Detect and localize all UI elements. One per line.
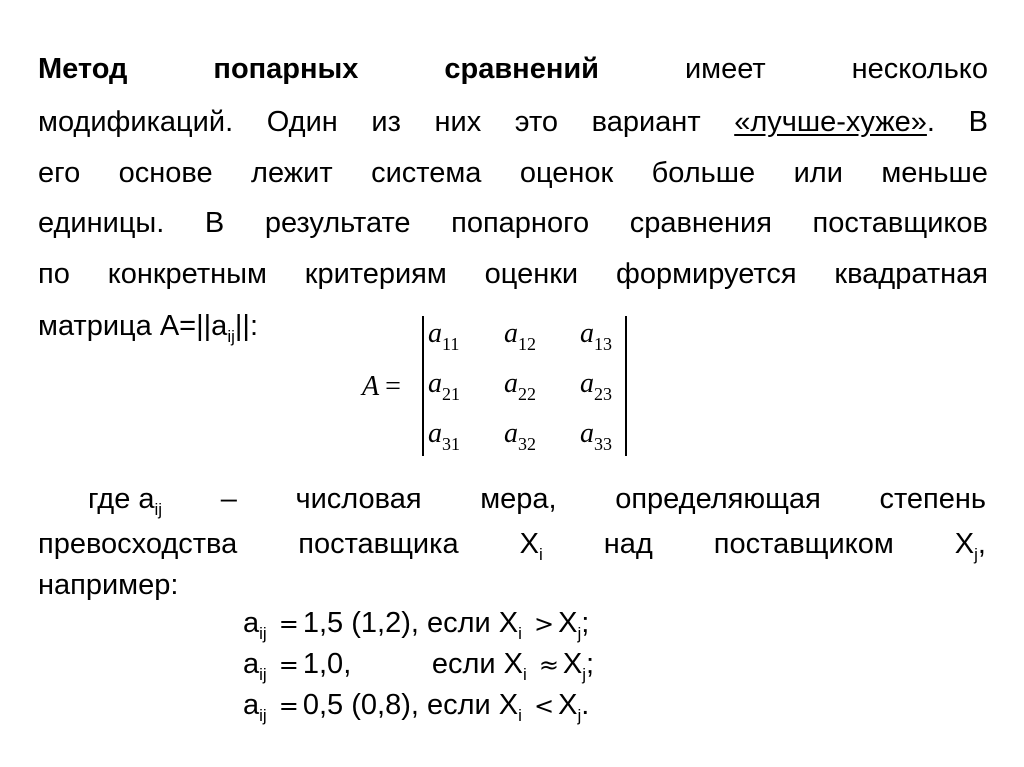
subscript: j xyxy=(577,624,582,643)
word: В xyxy=(204,207,225,239)
subscript: j xyxy=(974,545,978,564)
paragraph2-line2 xyxy=(38,527,986,564)
cell-base: a xyxy=(428,368,442,399)
matrix-intro-end: ||: xyxy=(234,310,258,342)
word: них xyxy=(434,106,482,138)
cond-value: 1,5 (1,2), если X xyxy=(302,607,519,639)
punctuation: . xyxy=(581,689,590,721)
cond-a: a xyxy=(243,607,260,639)
word: сравнения xyxy=(629,207,772,239)
word: основе xyxy=(118,157,213,189)
subscript: ij xyxy=(154,500,163,519)
cell-subscript: 31 xyxy=(442,434,460,454)
paragraph1-line6 xyxy=(38,309,258,346)
word: несколько xyxy=(851,53,988,85)
cell-base: a xyxy=(504,368,518,399)
word: имеет xyxy=(684,53,766,85)
matrix-cell xyxy=(504,368,536,404)
cell-base: a xyxy=(504,418,518,449)
matrix-cell xyxy=(580,418,612,454)
equals-sign: = xyxy=(385,371,401,402)
matrix-cell xyxy=(428,318,460,354)
word: числовая xyxy=(295,483,422,515)
paragraph2-line3 xyxy=(38,568,178,602)
matrix-intro-text: матрица A=||a xyxy=(38,310,228,342)
subscript: j xyxy=(582,665,587,684)
condition-row xyxy=(243,646,594,683)
word: над xyxy=(603,528,653,560)
word: степень xyxy=(879,483,986,515)
determinant-bar-right xyxy=(625,316,627,456)
word: квадратная xyxy=(834,258,988,290)
word: формируется xyxy=(615,258,797,290)
word: мера, xyxy=(480,483,557,515)
paragraph2-line1 xyxy=(88,482,986,519)
matrix-cell xyxy=(504,318,536,354)
cell-subscript: 11 xyxy=(442,334,460,354)
matrix-lhs xyxy=(362,371,401,403)
variable-letter: X xyxy=(954,528,975,560)
word: Один xyxy=(266,106,338,138)
cell-base: a xyxy=(504,318,518,349)
word: оценок xyxy=(519,157,614,189)
underlined-term xyxy=(734,105,935,139)
cond-value: 1,0, если X xyxy=(302,648,523,680)
determinant-bar-left xyxy=(422,316,424,456)
word: это xyxy=(514,106,559,138)
bold-word: сравнений xyxy=(444,53,599,85)
subscript: ij xyxy=(259,706,267,725)
word: система xyxy=(371,157,482,189)
punctuation: ; xyxy=(581,607,590,639)
cell-subscript: 12 xyxy=(518,334,536,354)
word: больше xyxy=(651,157,756,189)
matrix-cell xyxy=(580,368,612,404)
word: В xyxy=(968,106,988,138)
variable-letter: X xyxy=(558,689,578,721)
variable-letter: X xyxy=(519,528,539,560)
cell-base: a xyxy=(580,368,594,399)
subscript: j xyxy=(577,706,582,725)
matrix-symbol: A xyxy=(362,371,380,402)
word: поставщиков xyxy=(812,207,988,239)
bold-word: попарных xyxy=(213,53,359,85)
matrix-cell xyxy=(428,368,460,404)
word: или xyxy=(793,157,843,189)
comparison-operator: < xyxy=(533,692,555,720)
word: например: xyxy=(38,569,179,601)
cell-subscript: 32 xyxy=(518,434,536,454)
word: его xyxy=(38,157,81,189)
cell-subscript: 23 xyxy=(594,384,612,404)
word: определяющая xyxy=(615,483,821,515)
subscript: i xyxy=(518,624,522,643)
equals-sign: = xyxy=(278,692,299,720)
matrix-cell xyxy=(428,418,460,454)
cell-subscript: 22 xyxy=(518,384,536,404)
where-text: где a xyxy=(88,483,155,515)
variable-letter: X xyxy=(558,607,578,639)
cell-base: a xyxy=(428,418,442,449)
condition-row xyxy=(243,687,589,724)
word: из xyxy=(371,106,401,138)
paragraph1-line1 xyxy=(38,52,988,86)
cell-base: a xyxy=(580,318,594,349)
word: критериям xyxy=(304,258,447,290)
word: меньше xyxy=(881,157,988,189)
variable-x xyxy=(954,527,986,564)
cell-subscript: 13 xyxy=(594,334,612,354)
equals-sign: = xyxy=(278,610,299,638)
word: единицы. xyxy=(38,207,165,239)
word: оценки xyxy=(484,258,579,290)
word: превосходства xyxy=(38,528,238,560)
word: поставщика xyxy=(298,528,459,560)
subscript: ij xyxy=(259,665,267,684)
punctuation: ; xyxy=(586,648,595,680)
matrix-cell xyxy=(504,418,536,454)
word: лежит xyxy=(251,157,333,189)
word: попарного xyxy=(451,207,590,239)
variable-x xyxy=(519,527,543,564)
equals-sign: = xyxy=(278,651,299,679)
comparison-operator: > xyxy=(533,610,555,638)
word: вариант xyxy=(591,106,701,138)
cell-subscript: 21 xyxy=(442,384,460,404)
cond-value: 0,5 (0,8), если X xyxy=(302,689,519,721)
word: по xyxy=(38,258,70,290)
comparison-operator: ≈ xyxy=(538,651,559,679)
matrix-cell xyxy=(580,318,612,354)
paragraph1-line4 xyxy=(38,206,988,240)
punctuation: , xyxy=(977,528,986,560)
paragraph1-line3 xyxy=(38,156,988,190)
bold-word: Метод xyxy=(38,53,128,85)
subscript: i xyxy=(518,706,522,725)
word: результате xyxy=(264,207,411,239)
condition-row xyxy=(243,605,589,642)
word: поставщиком xyxy=(713,528,894,560)
cell-base: a xyxy=(428,318,442,349)
word: конкретным xyxy=(107,258,267,290)
where-term xyxy=(88,482,163,519)
subscript: ij xyxy=(259,624,267,643)
variable-letter: X xyxy=(562,648,583,680)
paragraph1-line2 xyxy=(38,105,988,139)
cond-a: a xyxy=(243,689,260,721)
cond-a: a xyxy=(243,648,260,680)
paragraph1-line5 xyxy=(38,257,988,291)
word: модификаций. xyxy=(38,106,234,138)
word: . xyxy=(926,106,935,138)
underlined-term-text: «лучше-хуже» xyxy=(734,106,927,138)
subscript: i xyxy=(538,545,543,564)
cell-base: a xyxy=(580,418,594,449)
word: – xyxy=(220,483,237,515)
subscript: i xyxy=(522,665,527,684)
cell-subscript: 33 xyxy=(594,434,612,454)
subscript: ij xyxy=(227,327,235,346)
